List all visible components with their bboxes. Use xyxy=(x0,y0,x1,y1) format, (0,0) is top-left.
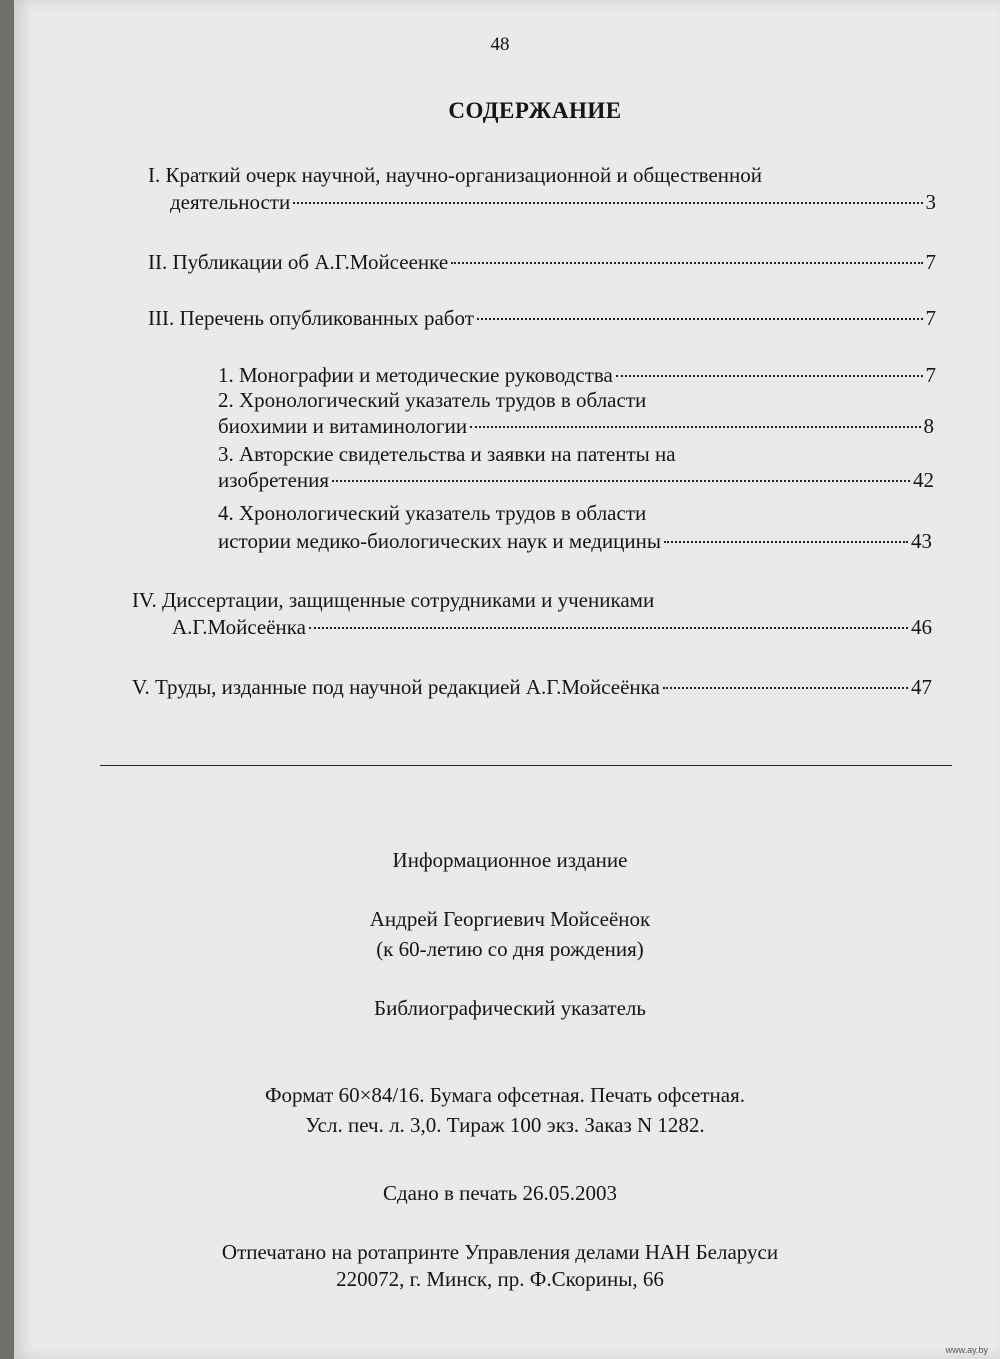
toc-entry-4-page: 46 xyxy=(911,615,932,639)
toc-entry-3-4-line2: истории медико-биологических наук и медицины xyxy=(218,529,661,553)
toc-entry-3-3-line1: 3. Авторские свидетельства и заявки на патенты на xyxy=(218,442,676,466)
watermark: www.ay.by xyxy=(945,1345,988,1355)
toc-entry-4 xyxy=(172,614,932,640)
toc-entry-3-4-line1: 4. Хронологический указатель трудов в области xyxy=(218,501,647,525)
toc-entry-4-line1: IV. Диссертации, защищенные сотрудниками и учениками xyxy=(132,588,655,612)
toc-entry-3-4 xyxy=(218,528,932,554)
toc-entry-1-page: 3 xyxy=(925,190,936,214)
toc-entry-3-4-page: 43 xyxy=(911,529,932,553)
toc-entry-3-page: 7 xyxy=(925,306,936,330)
page-number: 48 xyxy=(490,34,510,55)
leader-dots xyxy=(477,318,923,320)
author-name: Андрей Георгиевич Мойсеёнок xyxy=(369,907,651,931)
toc-entry-1-line1: I. Краткий очерк научной, научно-организационной и общественной xyxy=(148,163,762,187)
toc-entry-3-1 xyxy=(218,362,936,388)
page-title: СОДЕРЖАНИЕ xyxy=(448,98,622,123)
toc-entry-5-page: 47 xyxy=(911,675,932,699)
toc-entry-3-3-page: 42 xyxy=(913,468,934,492)
toc-entry-5-text: V. Труды, изданные под научной редакцией А.Г.Мойсеёнка xyxy=(132,675,660,699)
toc-entry-3-3-line2: изобретения xyxy=(218,468,330,492)
leader-dots xyxy=(616,375,923,377)
toc-entry-3-1-page: 7 xyxy=(925,363,936,387)
leader-dots xyxy=(664,541,908,543)
toc-entry-3-3 xyxy=(218,467,934,493)
format-line: Формат 60×84/16. Бумага офсетная. Печать офсетная. xyxy=(264,1083,746,1107)
toc-entry-3-2-line1: 2. Хронологический указатель трудов в области xyxy=(218,388,647,412)
toc-entry-1-line2: деятельности xyxy=(170,190,291,214)
leader-dots xyxy=(293,202,922,204)
leader-dots xyxy=(663,687,908,689)
leader-dots xyxy=(309,627,908,629)
toc-entry-5 xyxy=(132,674,932,700)
leader-dots xyxy=(332,480,910,482)
submitted-date: Сдано в печать 26.05.2003 xyxy=(382,1181,618,1205)
printer-line1: Отпечатано на ротапринте Управления делами НАН Беларуси xyxy=(221,1240,779,1264)
horizontal-rule xyxy=(100,765,952,766)
toc-entry-1 xyxy=(170,189,936,215)
toc-entry-2-page: 7 xyxy=(925,250,936,274)
toc-entry-2-text: II. Публикации об А.Г.Мойсеенке xyxy=(148,250,449,274)
document-type: Библиографический указатель xyxy=(374,996,646,1020)
toc-entry-3-2 xyxy=(218,413,934,439)
toc-entry-4-line2: А.Г.Мойсеёнка xyxy=(172,615,306,639)
toc-entry-2 xyxy=(148,249,936,275)
toc-entry-3-text: III. Перечень опубликованных работ xyxy=(148,306,474,330)
toc-entry-3 xyxy=(148,305,936,331)
printer-address: 220072, г. Минск, пр. Ф.Скорины, 66 xyxy=(336,1267,664,1291)
print-details-line: Усл. печ. л. 3,0. Тираж 100 экз. Заказ N 1282. xyxy=(305,1113,705,1137)
edition-type: Информационное издание xyxy=(392,848,628,872)
toc-entry-3-2-page: 8 xyxy=(923,414,934,438)
toc-entry-3-2-line2: биохимии и витаминологии xyxy=(218,414,468,438)
leader-dots xyxy=(451,262,922,264)
occasion: (к 60-летию со дня рождения) xyxy=(376,937,644,961)
leader-dots xyxy=(470,426,920,428)
toc-entry-3-1-text: 1. Монографии и методические руководства xyxy=(218,363,613,387)
